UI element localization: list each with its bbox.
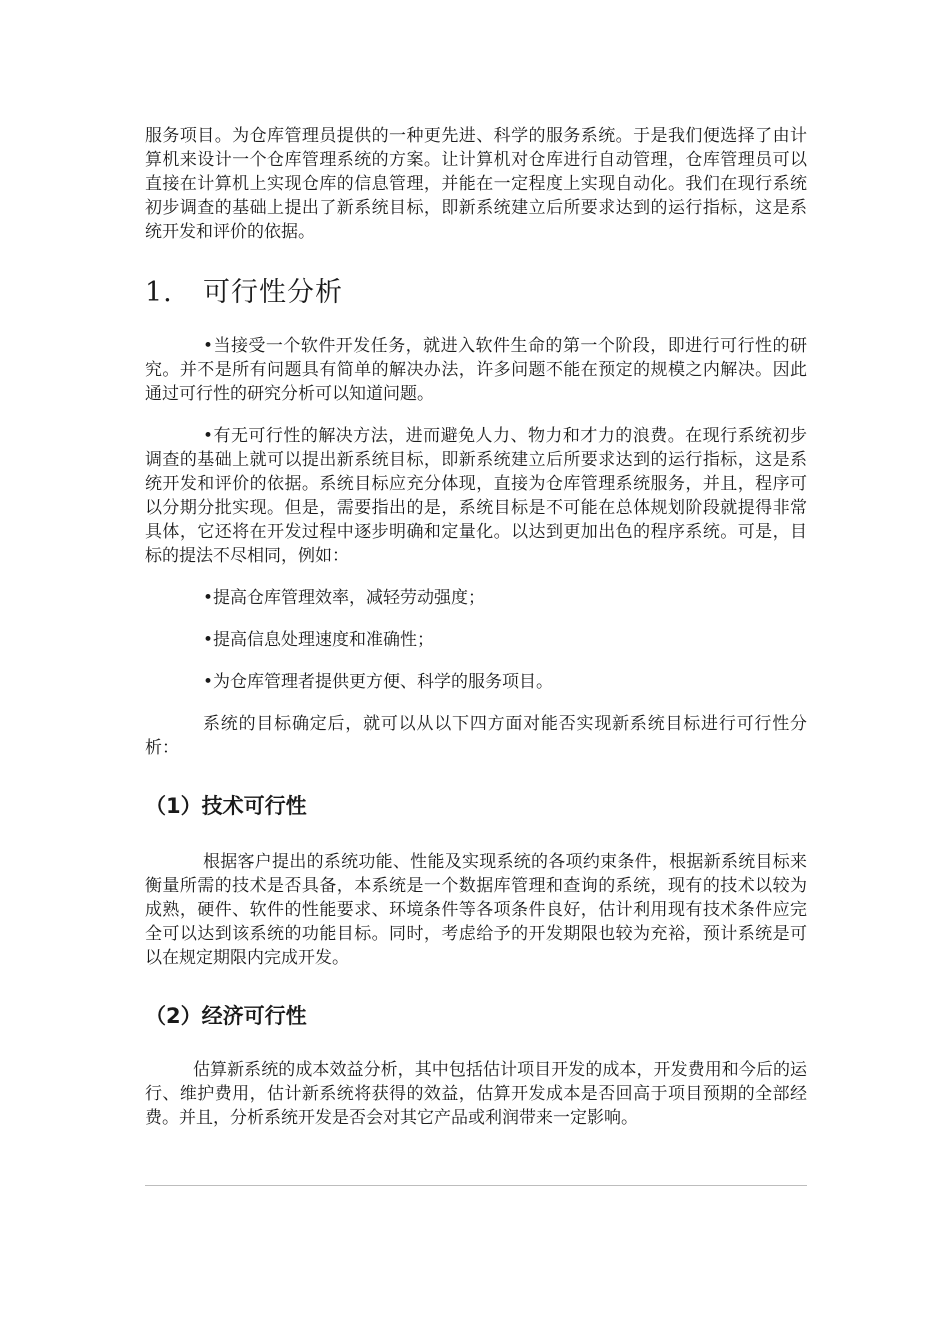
intro-paragraph: 服务项目。为仓库管理员提供的一种更先进、科学的服务系统。于是我们便选择了由计算机来设计一个仓库管理系统的方案。让计算机对仓库进行自动管理，仓库管理员可以直接在计算机上实现仓库的信息管理，并能在一定程度上实现自动化。我们在现行系统初步调查的基础上提出了新系统目标，即新系统建立后所要求达到的运行指标，这是系统开发和评价的依据。 [145, 126, 807, 242]
technical-feasibility-body: 根据客户提出的系统功能、性能及实现系统的各项约束条件，根据新系统目标来衡量所需的技术是否具备，本系统是一个数据库管理和查询的系统，现有的技术以较为成熟，硬件、软件的性能要求、环境条件等各项条件良好，估计利用现有技术条件应完全可以达到该系统的功能目标。同时，考虑给予的开发期限也较为充裕，预计系统是可以在规定期限内完成开发。 [145, 852, 807, 968]
feasibility-paragraph-2: •有无可行性的解决方法，进而避免人力、物力和才力的浪费。在现行系统初步调查的基础上就可以提出新系统目标，即新系统建立后所要求达到的运行指标，这是系统开发和评价的依据。系统目标应充分体现，直接为仓库管理系统服务，并且，程序可以分期分批实现。但是，需要指出的是，系统目标是不可能在总体规划阶段就提得非常具体，它还将在开发过程中逐步明确和定量化。以达到更加出色的程序系统。可是，目标的提法不尽相同，例如： [145, 426, 807, 566]
goal-bullet-1: •提高仓库管理效率，减轻劳动强度； [203, 588, 486, 608]
page-bottom-rule [145, 1185, 807, 1186]
feasibility-paragraph-3: 系统的目标确定后，就可以从以下四方面对能否实现新系统目标进行可行性分析： [145, 714, 807, 758]
economic-feasibility-body: 估算新系统的成本效益分析，其中包括估计项目开发的成本，开发费用和今后的运行、维护费用，估计新系统将获得的效益，估算开发成本是否回高于项目预期的全部经费。并且，分析系统开发是否会对其它产品或利润带来一定影响。 [145, 1060, 807, 1128]
document-page [145, 124, 807, 1130]
economic-feasibility-heading: （2）经济可行性 [145, 1004, 307, 1028]
section-number: 1. [145, 277, 173, 308]
section-heading [145, 276, 807, 310]
goal-bullet-3: •为仓库管理者提供更方便、科学的服务项目。 [203, 672, 554, 692]
feasibility-paragraph-1: •当接受一个软件开发任务，就进入软件生命的第一个阶段，即进行可行性的研究。并不是所有问题具有简单的解决办法，许多问题不能在预定的规模之内解决。因此通过可行性的研究分析可以知道问题。 [145, 336, 807, 404]
section-title: 可行性分析 [203, 277, 343, 308]
technical-feasibility-heading: （1）技术可行性 [145, 794, 307, 818]
goal-bullet-2: •提高信息处理速度和准确性； [203, 630, 435, 650]
